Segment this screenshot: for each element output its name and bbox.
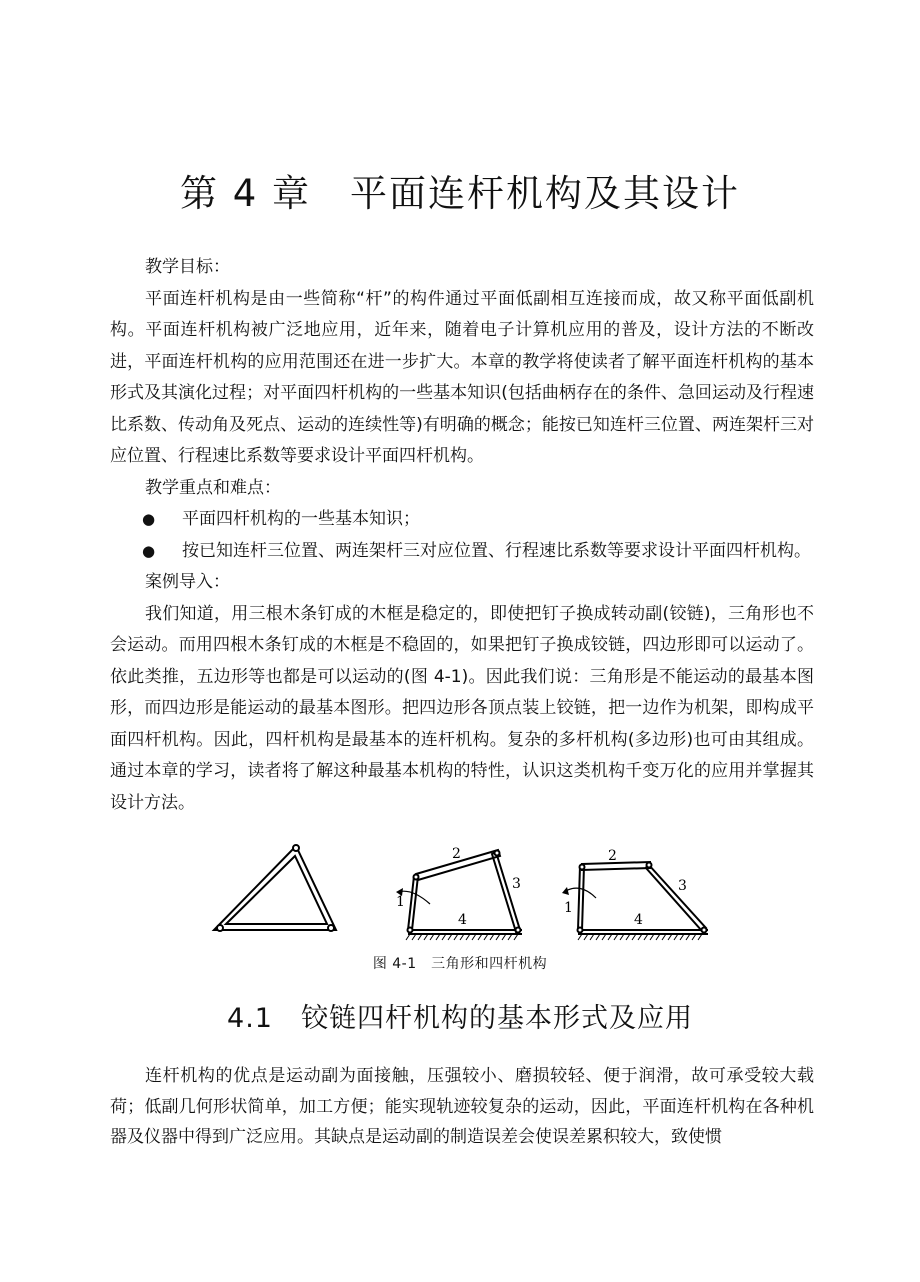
key-points-heading: 教学重点和难点： (145, 477, 281, 498)
objectives-section (110, 252, 814, 819)
link-label-2: 2 (452, 846, 461, 862)
objectives-paragraph: 平面连杆机构是由一些简称“杆”的构件通过平面低副相互连接而成，故又称平面低副机构。平面连杆机构被广泛地应用，近年来，随着电子计算机应用的普及，设计方法的不断改进，平面连杆机构的应用范围还在进一步扩大。本章的教学将使读者了解平面连杆机构的基本形式及其演化过程；对平面四杆机构的一些基本知识(包括曲柄存在的条件、急回运动及行程速比系数、传动角及死点、运动的连续性等)有明确的概念；能按已知连杆三位置、两连架杆三对应位置、行程速比系数等要求设计平面四杆机构。 (110, 288, 814, 466)
section-body (110, 1061, 814, 1153)
key-point-text: 平面四杆机构的一些基本知识； (182, 509, 420, 529)
triangle-frame (214, 845, 336, 931)
bullet-icon: ● (142, 541, 156, 560)
four-bar-mechanism-2 (562, 862, 708, 940)
link-label-1: 1 (564, 900, 573, 916)
bullet-icon: ● (142, 510, 156, 528)
link-label-3: 3 (512, 876, 521, 892)
section-paragraph: 连杆机构的优点是运动副为面接触，压强较小、磨损较轻、便于润滑，故可承受较大载荷；低副几何形状简单，加工方便；能实现轨迹较复杂的运动，因此，平面连杆机构在各种机器及仪器中得到广泛应用。其缺点是运动副的制造误差会使误差累积较大，致使惯 (110, 1066, 814, 1147)
chapter-title: 第 4 章 平面连杆机构及其设计 (179, 172, 741, 215)
objectives-heading: 教学目标： (145, 257, 230, 277)
link-label-1: 1 (396, 894, 405, 910)
link-label-2: 2 (608, 848, 617, 864)
case-intro-paragraph: 我们知道，用三根木条钉成的木框是稳定的，即使把钉子换成转动副(铰链)，三角形也不会运动。而用四根木条钉成的木框是不稳固的，如果把钉子换成铰链，四边形即可以运动了。依此类推，五边形等也都是可以运动的(图 4-1)。因此我们说：三角形是不能运动的最基本图形，而四边形是能运动的最基本图形。把四边形各顶点装上铰链，把一边作为机架，即构成平面四杆机构。因此，四杆机构是最基本的连杆机构。复杂的多杆机构(多边形)也可由其组成。通过本章的学习，读者将了解这种最基本机构的特性，认识这类机构千变万化的应用并掌握其设计方法。 (110, 603, 814, 813)
section-title: 4.1 铰链四杆机构的基本形式及应用 (227, 1003, 693, 1034)
link-label-4: 4 (458, 912, 467, 928)
figure-caption: 图 4-1 三角形和四杆机构 (372, 956, 548, 972)
key-point-text: 按已知连杆三位置、两连架杆三对应位置、行程速比系数等要求设计平面四杆机构。 (182, 540, 811, 561)
link-label-4: 4 (634, 912, 643, 928)
key-point-item (110, 504, 814, 536)
figure-mechanisms (200, 836, 720, 946)
link-label-3: 3 (678, 878, 687, 894)
case-intro-heading: 案例导入： (145, 572, 230, 592)
key-point-item (110, 536, 814, 568)
